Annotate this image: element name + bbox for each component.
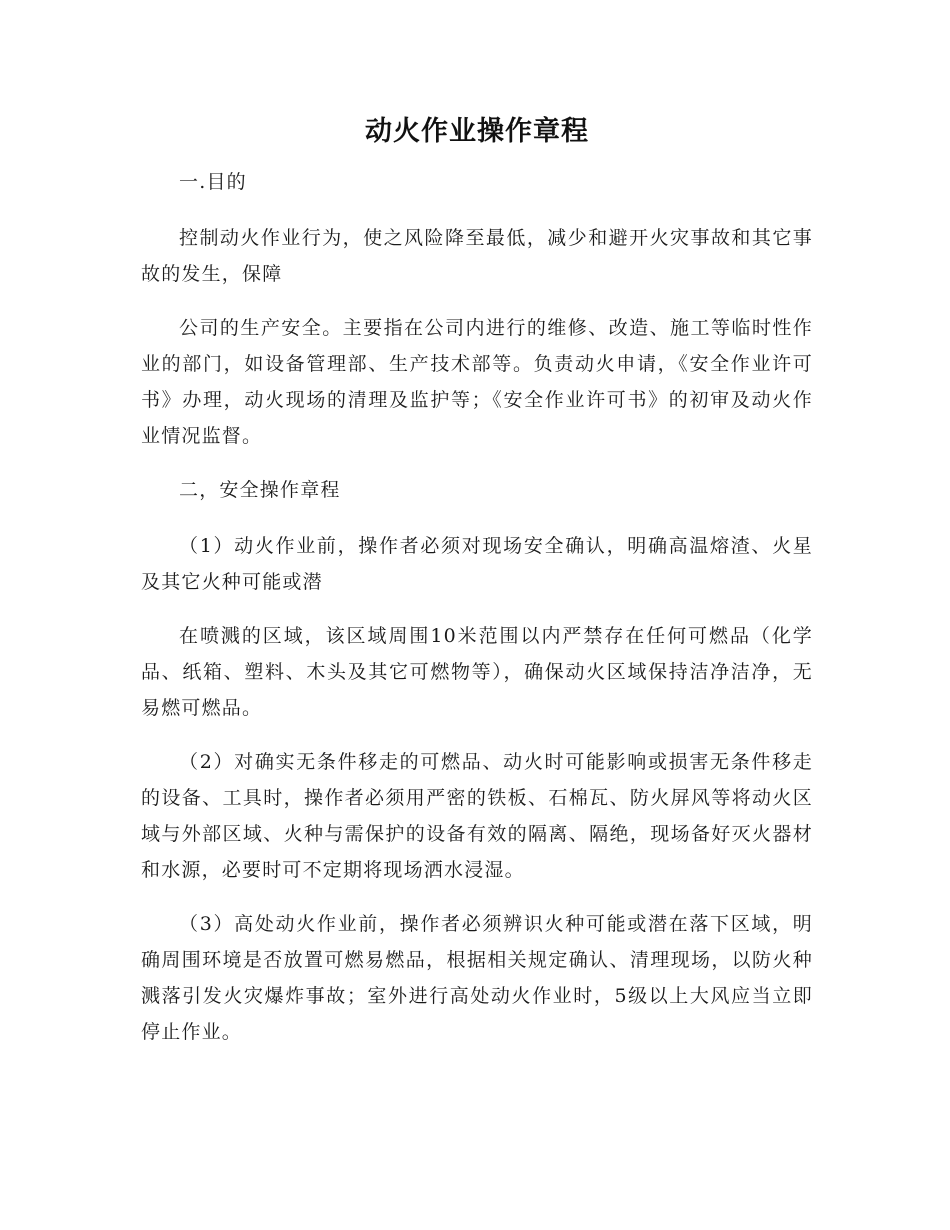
paragraph: 控制动火作业行为，使之风险降至最低，减少和避开火灾事故和其它事故的发生，保障 — [141, 227, 813, 285]
paragraph: 在喷溅的区域，该区域周围10米范围以内严禁存在任何可燃品（化学品、纸箱、塑料、木头及其它可燃物等），确保动火区域保持洁净洁净，无易燃可燃品。 — [141, 625, 813, 719]
section-heading-safety-rules: 二，安全操作章程 — [179, 479, 341, 501]
paragraph: （3）高处动火作业前，操作者必须辨识火种可能或潜在落下区域，明确周围环境是否放置可燃易燃品，根据相关规定确认、清理现场，以防火种溅落引发火灾爆炸事故；室外进行高处动火作业时，5级以上大风应当立即停止作业。 — [141, 913, 813, 1043]
paragraph: （1）动火作业前，操作者必须对现场安全确认，明确高温熔渣、火星及其它火种可能或潜 — [141, 535, 813, 593]
section-heading-purpose: 一.目的 — [179, 171, 247, 193]
paragraph: 公司的生产安全。主要指在公司内进行的维修、改造、施工等临时性作业的部门，如设备管理部、生产技术部等。负责动火申请，《安全作业许可书》办理，动火现场的清理及监护等；《安全作业许可书》的初审及动火作业情况监督。 — [141, 317, 813, 447]
document-title: 动火作业操作章程 — [365, 116, 589, 147]
document-body — [141, 114, 813, 1068]
paragraph: （2）对确实无条件移走的可燃品、动火时可能影响或损害无条件移走的设备、工具时，操作者必须用严密的铁板、石棉瓦、防火屏风等将动火区域与外部区域、火种与需保护的设备有效的隔离、隔绝，现场备好灭火器材和水源，必要时可不定期将现场洒水浸湿。 — [141, 751, 813, 881]
